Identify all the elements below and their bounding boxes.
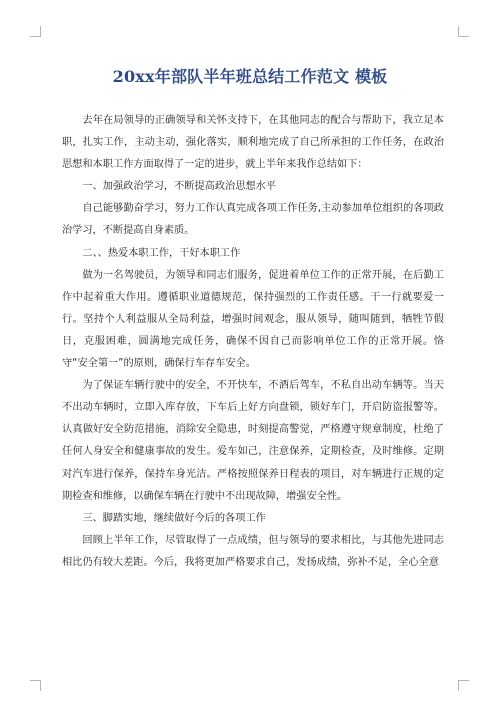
paragraph-section-2a: 做为一名驾驶员，为领导和同志们服务，促进着单位工作的正常开展，在后勤工作中起着重大作用。遵循职业道德规范，保持强烈的工作责任感。干一行就要爱一行。坚持个人利益服从全局利益，增强时间观念，服从领导，随叫随到，牺牲节假日，克服困难，圆满地完成任务，确保不因自己而影响单位工作的正常开展。恪守“安全第一”的原则，确保行车存车安全。: [62, 269, 444, 370]
paragraph-intro: 去年在局领导的正确领导和关怀支持下，在其他同志的配合与帮助下，我立足本职，扎实工作，主动主动，强化落实，顺利地完成了自己所承担的工作任务，在政治思想和本职工作方面取得了一定的进步，就上半年来我作总结如下：: [62, 115, 444, 171]
crop-mark-bottom-left: [30, 680, 41, 691]
section-heading-1: 一、加强政治学习，不断提高政治思想水平: [82, 181, 276, 193]
section-heading-2: 二、、热爱本职工作，干好本职工作: [82, 247, 241, 259]
paragraph-section-2b: 为了保证车辆行驶中的安全，不开快车，不酒后驾车，不私自出动车辆等。当天不出动车辆时，立即入库存放，下车后上好方向盘锁，锁好车门，开启防盗报警等。认真做好安全防范措施，消除安全隐患，时刻提高警觉，严格遵守规章制度，杜绝了任何人身安全和健康事故的发生。爱车如己，注意保养，定期检查，及时维修。定期对汽车进行保养，保持车身光洁。严格按照保养日程表的项目，对车辆进行正规的定期检查和维修，以确保车辆在行驶中不出现故障，增强安全性。: [62, 380, 444, 502]
paragraph-section-1: 自己能够勤奋学习，努力工作认真完成各项工作任务,主动参加单位组织的各项政治学习，不断提高自身素质。: [62, 203, 444, 237]
paragraph-section-3: 回顾上半年工作，尽管取得了一点成绩，但与领导的要求相比，与其他先进同志相比仍有较大差距。今后，我将更加严格要求自己，发扬成绩，弥补不足，全心全意: [62, 534, 444, 568]
document-title: 20xx年部队半年班总结工作范文 模板: [112, 67, 388, 86]
section-heading-3: 三、脚踏实地，继续做好今后的各项工作: [82, 512, 266, 524]
crop-mark-bottom-right: [458, 680, 469, 691]
document-body: [62, 110, 444, 574]
crop-mark-top-right: [458, 26, 469, 37]
crop-mark-top-left: [30, 26, 41, 37]
